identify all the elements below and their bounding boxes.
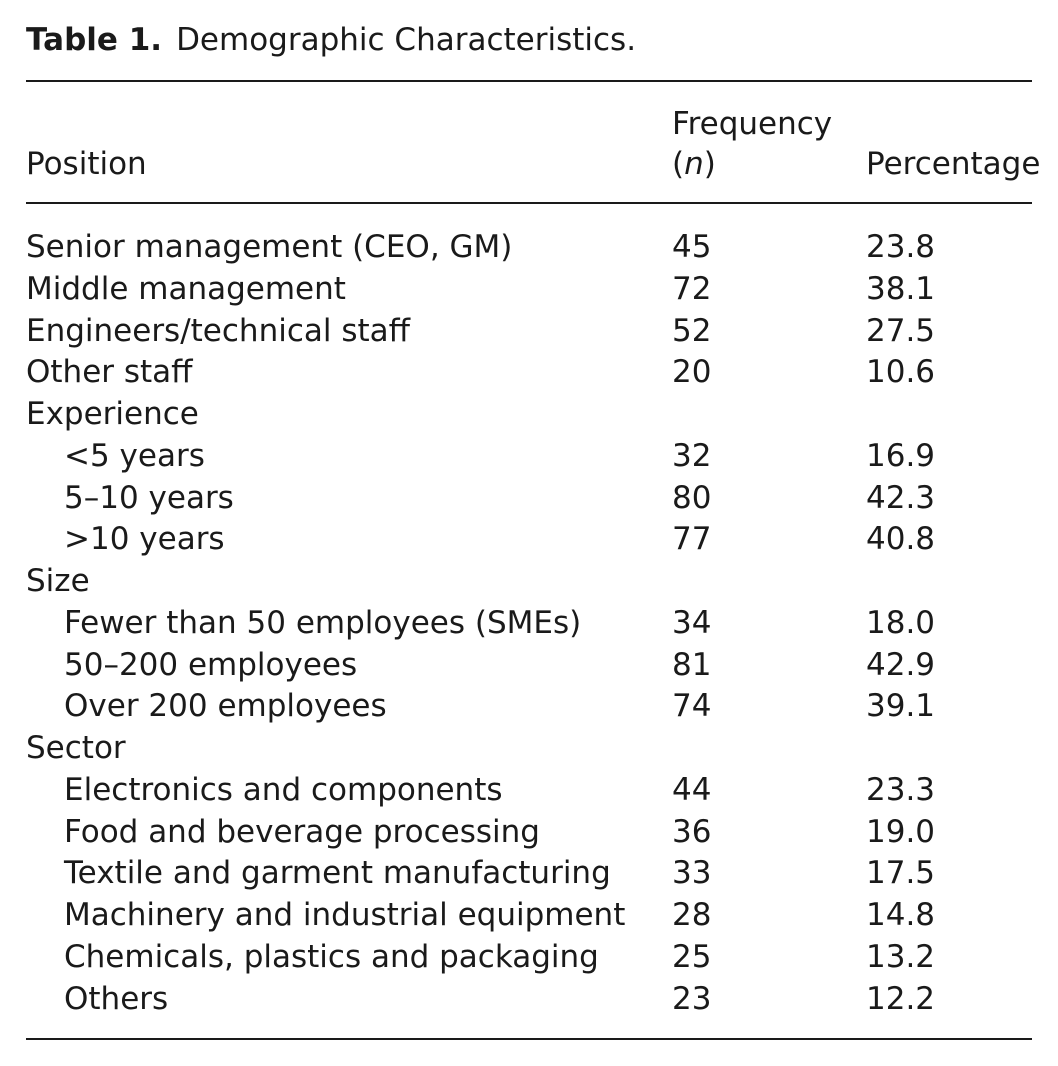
row-frequency: 45 [672, 229, 712, 265]
row-label: Engineers/technical staff [26, 312, 411, 349]
row-label: Machinery and industrial equipment [64, 897, 626, 933]
row-frequency: 20 [672, 354, 712, 391]
row-label: Food and beverage processing [64, 813, 540, 850]
section-label: Size [26, 563, 90, 599]
header-frequency-line1: Frequency [672, 106, 833, 142]
header-frequency-close: ) [703, 146, 716, 182]
row-percentage: 16.9 [866, 437, 936, 474]
row-label: >10 years [64, 521, 225, 558]
row-frequency: 74 [672, 688, 712, 725]
row-label: Electronics and components [64, 771, 503, 808]
header-frequency-open: ( [672, 146, 685, 182]
row-percentage: 19.0 [866, 813, 936, 850]
table-row [26, 936, 1032, 978]
table-row [26, 310, 1032, 352]
table-number: Table 1. [26, 22, 163, 58]
row-percentage: 40.8 [866, 521, 936, 558]
row-percentage: 23.3 [866, 771, 936, 808]
row-label: 50–200 employees [64, 646, 358, 683]
row-percentage: 42.9 [866, 646, 936, 683]
table-caption [26, 18, 636, 62]
row-label: Fewer than 50 employees (SMEs) [64, 604, 582, 641]
section-label: Sector [26, 730, 126, 766]
table-row [26, 602, 1032, 644]
section-label: Experience [26, 396, 199, 432]
row-label: Others [64, 980, 169, 1017]
row-frequency: 44 [672, 771, 712, 808]
table-row [26, 518, 1032, 560]
row-frequency: 32 [672, 437, 712, 474]
row-frequency: 33 [672, 855, 712, 892]
table-row [26, 226, 1032, 268]
table-row [26, 685, 1032, 727]
table-row [26, 894, 1032, 936]
row-frequency: 28 [672, 897, 712, 933]
row-frequency: 25 [672, 938, 712, 975]
row-label: Other staff [26, 354, 193, 391]
bottom-rule [26, 1038, 1032, 1040]
row-percentage: 12.2 [866, 980, 936, 1017]
row-frequency: 72 [672, 270, 712, 307]
row-percentage: 17.5 [866, 855, 936, 892]
header-rule [26, 202, 1032, 204]
header-frequency-line2 [672, 144, 832, 184]
header-position: Position [26, 146, 147, 182]
header-frequency [672, 104, 832, 184]
row-label: Textile and garment manufacturing [64, 855, 611, 892]
row-percentage: 18.0 [866, 604, 936, 641]
row-percentage: 14.8 [866, 897, 936, 933]
row-label: Middle management [26, 270, 346, 307]
table-row [26, 811, 1032, 853]
row-percentage: 23.8 [866, 229, 936, 265]
table-row [26, 477, 1032, 519]
table-row [26, 351, 1032, 393]
row-frequency: 52 [672, 312, 712, 349]
row-percentage: 10.6 [866, 354, 936, 391]
row-percentage: 39.1 [866, 688, 936, 725]
table-row [26, 852, 1032, 894]
row-frequency: 81 [672, 646, 712, 683]
row-label: <5 years [64, 437, 205, 474]
table-row [26, 435, 1032, 477]
section-heading-sector [26, 727, 1032, 769]
section-heading-size [26, 560, 1032, 602]
table-row [26, 268, 1032, 310]
table-row [26, 644, 1032, 686]
table-row [26, 769, 1032, 811]
table-title: Demographic Characteristics. [176, 22, 637, 58]
row-percentage: 42.3 [866, 479, 936, 516]
header-percentage: Percentage [866, 146, 1041, 182]
row-percentage: 27.5 [866, 312, 936, 349]
row-frequency: 34 [672, 604, 712, 641]
row-frequency: 36 [672, 813, 712, 850]
row-label: Senior management (CEO, GM) [26, 229, 513, 265]
row-frequency: 80 [672, 479, 712, 516]
top-rule [26, 80, 1032, 82]
header-frequency-n: n [684, 146, 704, 182]
table-row [26, 978, 1032, 1020]
row-percentage: 38.1 [866, 270, 936, 307]
table-body [26, 226, 1032, 1019]
row-frequency: 77 [672, 521, 712, 558]
row-label: 5–10 years [64, 479, 234, 516]
row-frequency: 23 [672, 980, 712, 1017]
row-label: Chemicals, plastics and packaging [64, 938, 599, 975]
section-heading-experience [26, 393, 1032, 435]
row-label: Over 200 employees [64, 688, 387, 725]
row-percentage: 13.2 [866, 938, 936, 975]
